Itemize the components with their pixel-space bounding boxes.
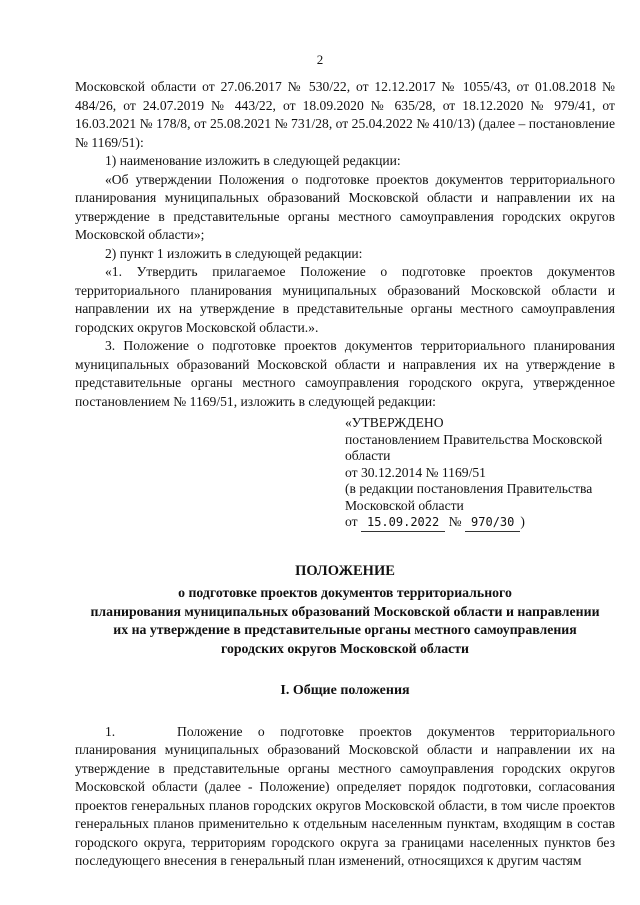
num-value: 970/30 [465,514,520,532]
title-line: о подготовке проектов документов территориального [178,585,512,600]
title-line: их на утверждение в представительные органы местного самоуправления [113,622,577,637]
paragraph-number: 1. [105,723,116,739]
item-2: 2) пункт 1 изложить в следующей редакции: [105,245,363,261]
date-prefix: от [345,514,358,529]
num-prefix: № [448,514,462,529]
document-body [75,78,615,871]
item-1-text: «Об утверждении Положения о подготовке проектов документов территориального планирования муниципальных образований Московской области и направлении их на утверждение в представительные органы местного самоуправления городских округов Московской области»; [75,171,615,242]
title-line: планирования муниципальных образований Московской области и направлении [90,603,600,619]
approval-line: Московской области [345,497,464,513]
document-title [75,562,615,659]
num-suffix: ) [520,514,525,529]
paragraph-text: Положение о подготовке проектов документов территориального планирования муниципальных образований Московской области и направлении их на утверждение в представительные органы местного самоуправления городских округов Московской области (далее - Положение) определяет порядок подготовки, согласования проектов генеральных планов городских округов Московской области, в том числе проектов генеральных планов применительно к отдельным населенным пунктам, входящим в состав городского округа, территориям городского округа за границами населенных пунктов без последующего внесения в генеральный план изменений, относящихся к другим частям [75,723,615,868]
item-1: 1) наименование изложить в следующей редакции: [105,153,401,168]
section-heading: I. Общие положения [280,683,410,698]
approval-line: «УТВЕРЖДЕНО [345,415,444,430]
approval-date-line [345,514,615,532]
paragraph-1 [75,723,615,871]
approval-stamp [345,415,615,532]
approval-line: (в редакции постановления Правительства [345,481,593,496]
title-line: городских округов Московской области [221,640,469,656]
item-3: 3. Положение о подготовке проектов документов территориального планирования муниципальных образований Московской области и направления их на утверждение в представительные органы местного самоуправления городского округа, утвержденное постановлением № 1169/51, изложить в следующей редакции: [75,338,615,409]
date-value: 15.09.2022 [361,514,445,532]
item-2-text: «1. Утвердить прилагаемое Положение о подготовке проектов документов территориального планирования муниципальных образований Московской области и направлении их на утверждение в представительные органы местного самоуправления городских округов Московской области.». [75,264,615,335]
approval-line: постановлением Правительства Московской [345,431,603,447]
page-number: 2 [316,52,324,67]
title-heading: ПОЛОЖЕНИЕ [295,562,395,579]
intro-paragraph: Московской области от 27.06.2017 № 530/22, от 12.12.2017 № 1055/43, от 01.08.2018 № 484/26, от 24.07.2019 № 443/22, от 18.09.2020 № 635/28, от 18.12.2020 № 979/41, от 16.03.2021 № 178/8, от 25.08.2021 № 731/28, от 25.04.2022 № 410/13) (далее – постановление № 1169/51): [75,79,615,150]
approval-line: от 30.12.2014 № 1169/51 [345,464,486,480]
approval-line: области [345,448,391,463]
